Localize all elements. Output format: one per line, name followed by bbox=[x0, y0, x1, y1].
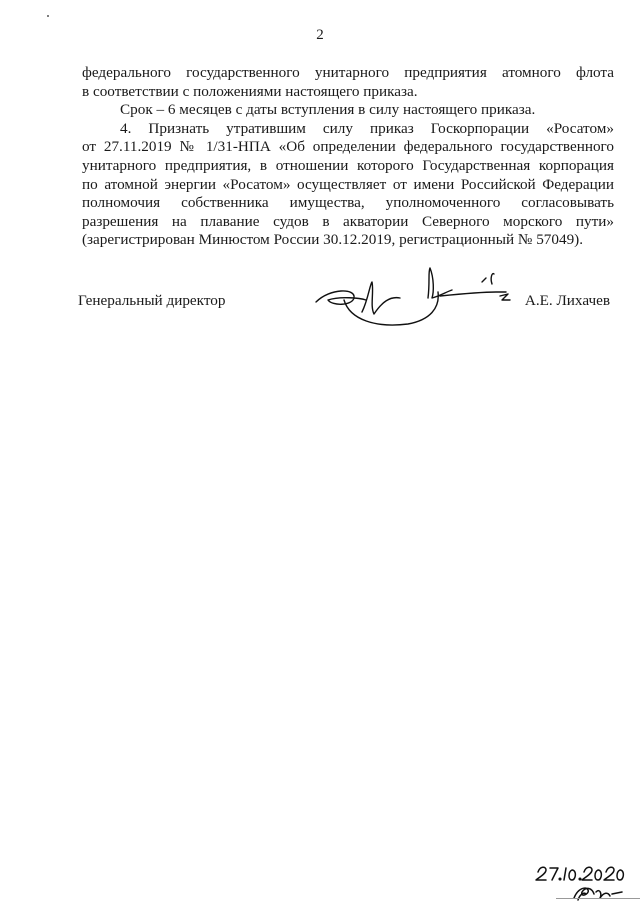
scan-edge-line bbox=[556, 898, 640, 899]
signer-title: Генеральный директор bbox=[78, 292, 226, 309]
text-line: 4. Признать утратившим силу приказ Госкорпорации «Росатом» bbox=[120, 119, 614, 137]
text-line: унитарного предприятия, в отношении которого Государственная корпорация bbox=[82, 156, 614, 174]
text-line: в соответствии с положениями настоящего приказа. bbox=[82, 82, 418, 100]
text-line: полномочия собственника имущества, уполномоченного согласовывать bbox=[82, 194, 614, 212]
document-body bbox=[82, 64, 614, 250]
text-line: Срок – 6 месяцев с даты вступления в силу настоящего приказа. bbox=[120, 101, 536, 119]
paragraph-continuation bbox=[82, 64, 614, 101]
handwritten-signature bbox=[310, 262, 520, 332]
paragraph-item-4 bbox=[82, 120, 614, 250]
text-line: по атомной энергии «Росатом» осуществляет от имени Российской Федерации bbox=[82, 175, 614, 193]
text-line: федерального государственного унитарного предприятия атомного флота bbox=[82, 64, 614, 81]
paragraph-deadline bbox=[82, 101, 614, 120]
text-line: (зарегистрирован Минюстом России 30.12.2019, регистрационный № 57049). bbox=[82, 231, 584, 249]
text-line: от 27.11.2019 № 1/31-НПА «Об определении федерального государственного bbox=[82, 138, 614, 156]
scan-speck bbox=[47, 15, 49, 17]
signer-name: А.Е. Лихачев bbox=[524, 292, 610, 309]
page-number: 2 bbox=[316, 27, 324, 43]
text-line: разрешения на плавание судов в акватории Северного морского пути» bbox=[82, 212, 614, 230]
